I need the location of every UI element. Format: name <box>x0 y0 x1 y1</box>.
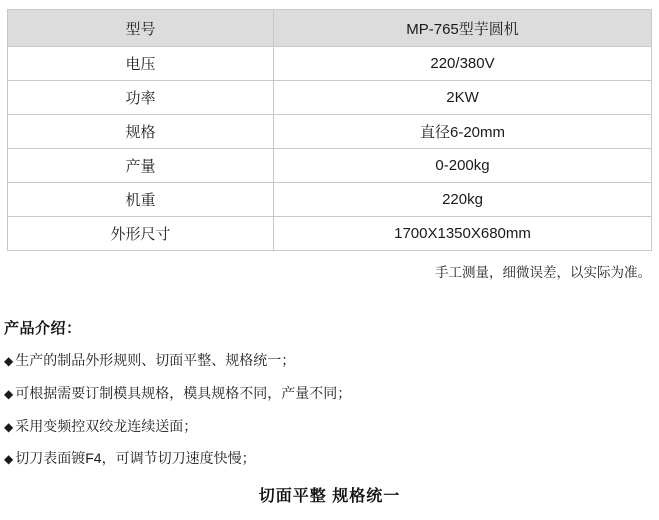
list-item-label: 切刀表面镀F4，可调节切刀速度快慢； <box>15 450 256 467</box>
footer-slogan: 切面平整 规格统一 <box>258 488 401 506</box>
product-spec-page <box>0 9 659 520</box>
spec-value-cell: 直径6-20mm <box>274 115 652 149</box>
spec-label-cell: 规格 <box>8 115 274 149</box>
table-row <box>8 115 652 149</box>
list-item <box>4 352 659 369</box>
product-intro-title: 产品介绍： <box>4 320 82 337</box>
product-intro-list <box>0 352 659 467</box>
diamond-bullet-icon: ◆ <box>4 354 14 368</box>
table-row <box>8 47 652 81</box>
spec-label-cell: 外形尺寸 <box>8 217 274 251</box>
table-row <box>8 10 652 47</box>
spec-value-cell: 220kg <box>274 183 652 217</box>
list-item <box>4 450 659 467</box>
list-item <box>4 385 659 402</box>
spec-value-cell: 0-200kg <box>274 149 652 183</box>
list-item-label: 采用变频控双绞龙连续送面； <box>15 417 198 434</box>
spec-table-body <box>8 10 652 251</box>
spec-value-cell: 2KW <box>274 81 652 115</box>
spec-value-cell: 220/380V <box>274 47 652 81</box>
spec-value-cell: MP-765型芋圆机 <box>274 10 652 47</box>
list-item <box>4 418 659 435</box>
table-row <box>8 183 652 217</box>
spec-label-cell: 型号 <box>8 10 274 47</box>
list-item-label: 可根据需要订制模具规格，模具规格不同，产量不同； <box>15 384 352 401</box>
diamond-bullet-icon: ◆ <box>4 419 14 434</box>
specification-table <box>7 9 652 251</box>
diamond-bullet-icon: ◆ <box>4 452 14 467</box>
list-item-label: 生产的制品外形规则、切面平整、规格统一； <box>15 352 296 368</box>
spec-label-cell: 机重 <box>8 183 274 217</box>
table-row <box>8 217 652 251</box>
spec-label-cell: 电压 <box>8 47 274 81</box>
spec-label-cell: 功率 <box>8 81 274 115</box>
measurement-note: 手工测量，细微误差，以实际为准。 <box>435 265 651 280</box>
spec-value-cell: 1700X1350X680mm <box>274 217 652 251</box>
table-row <box>8 149 652 183</box>
spec-label-cell: 产量 <box>8 149 274 183</box>
diamond-bullet-icon: ◆ <box>4 386 14 401</box>
table-row <box>8 81 652 115</box>
